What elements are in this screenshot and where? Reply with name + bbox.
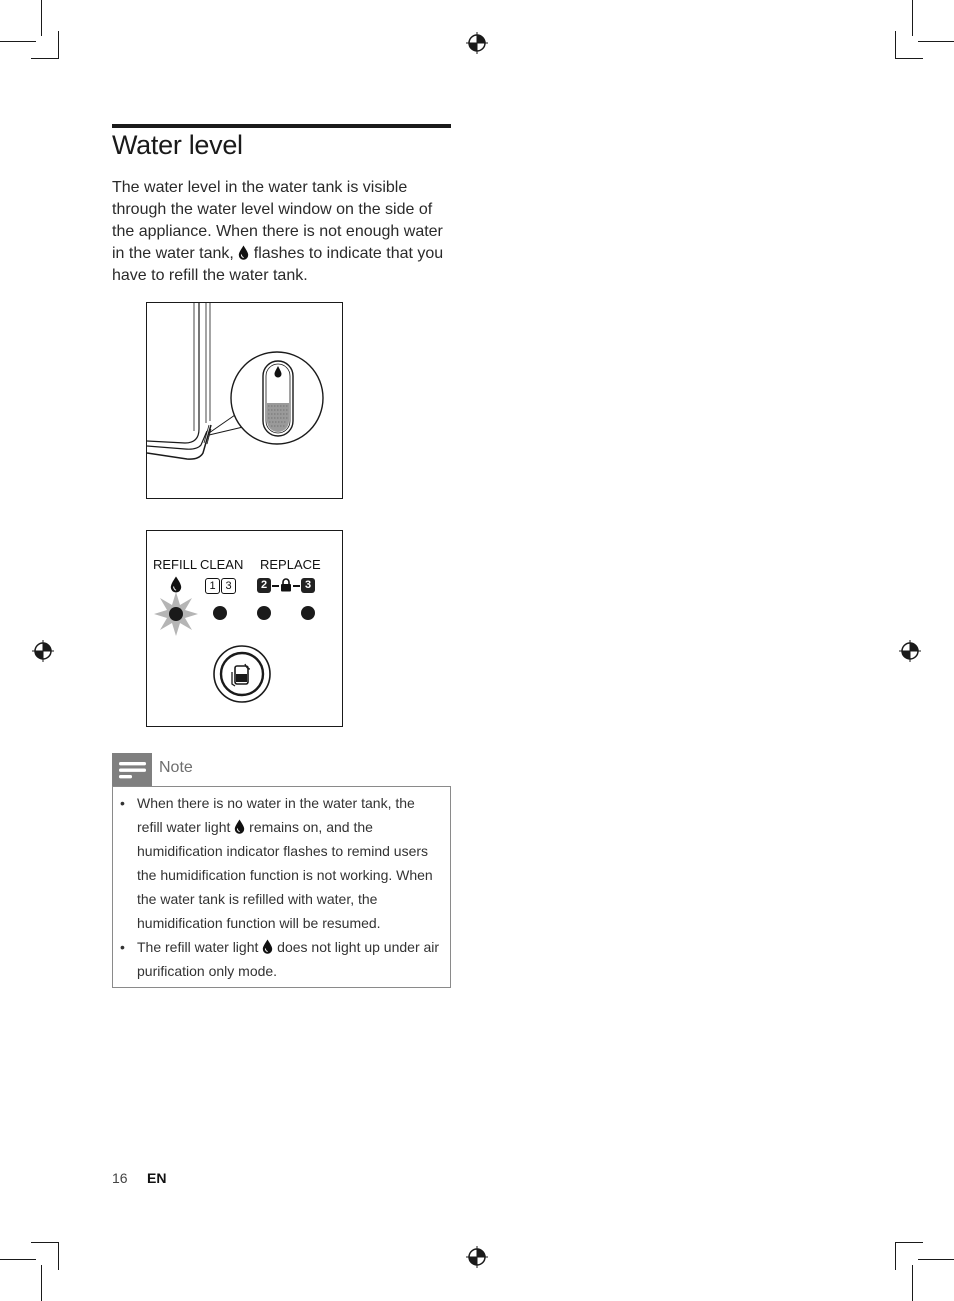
note-list (119, 791, 444, 983)
note-item-text: When there is no water in the water tank, the refill water light (137, 795, 415, 835)
note-item-text: The refill water light (137, 939, 259, 955)
replace-label: REPLACE (260, 557, 321, 572)
note-item-text: remains on, and the humidification indicator flashes to remind users the humidification function is not working. When the water tank is refilled with water, the humidification function will be resumed. (137, 819, 433, 931)
crop-mark (912, 1265, 913, 1301)
note-lines-icon (112, 753, 152, 787)
clean-label: CLEAN (200, 557, 244, 572)
replace-dash (272, 585, 279, 587)
replace-badge: 2 (257, 578, 271, 593)
crop-mark (895, 31, 896, 59)
refill-label: REFILL (153, 557, 198, 572)
replace-indicator-light (301, 606, 315, 620)
water-drop-icon (262, 939, 273, 954)
refill-indicator-flash (153, 591, 199, 637)
appliance-illustration (147, 303, 342, 498)
crop-mark (31, 1242, 59, 1243)
replace-badge: 3 (301, 578, 315, 593)
note-item (119, 791, 444, 935)
crop-mark (918, 41, 954, 42)
page-number: 16 (112, 1170, 128, 1186)
water-drop-icon (234, 819, 245, 834)
note-title: Note (159, 759, 193, 776)
title-rule (112, 124, 451, 128)
registration-mark-icon (899, 640, 921, 662)
note-item (119, 935, 444, 983)
crop-mark (895, 1242, 923, 1243)
replace-indicator-light (257, 606, 271, 620)
body-paragraph (112, 177, 457, 287)
note-tab (112, 753, 152, 787)
crop-mark (0, 41, 36, 42)
clean-indicator-light (213, 606, 227, 620)
crop-mark (58, 31, 59, 59)
note-item-text: does not light up under air purification only mode. (137, 939, 440, 979)
clean-badge: 3 (221, 578, 236, 594)
crop-mark (58, 1242, 59, 1270)
control-panel-figure (146, 530, 343, 727)
crop-mark (31, 58, 59, 59)
body-text-part1: The water level in the water tank is visible through the water level window on the side of the appliance. When there is not enough water in the water tank, (112, 179, 443, 262)
registration-mark-icon (466, 1246, 488, 1268)
crop-mark (0, 1259, 36, 1260)
crop-mark (918, 1259, 954, 1260)
clean-badge: 1 (205, 578, 220, 594)
registration-mark-icon (466, 32, 488, 54)
humidifier-button-icon[interactable] (212, 644, 272, 704)
language-code: EN (147, 1170, 167, 1186)
body-text-part2: flashes to indicate that you have to refill the water tank. (112, 245, 444, 284)
replace-dash (293, 585, 300, 587)
crop-mark (912, 0, 913, 36)
water-drop-icon (238, 245, 249, 260)
crop-mark (895, 58, 923, 59)
lock-icon (280, 578, 292, 592)
section-title: Water level (112, 130, 243, 160)
registration-mark-icon (32, 640, 54, 662)
crop-mark (41, 0, 42, 36)
crop-mark (41, 1265, 42, 1301)
water-level-window-figure (146, 302, 343, 499)
crop-mark (895, 1242, 896, 1270)
